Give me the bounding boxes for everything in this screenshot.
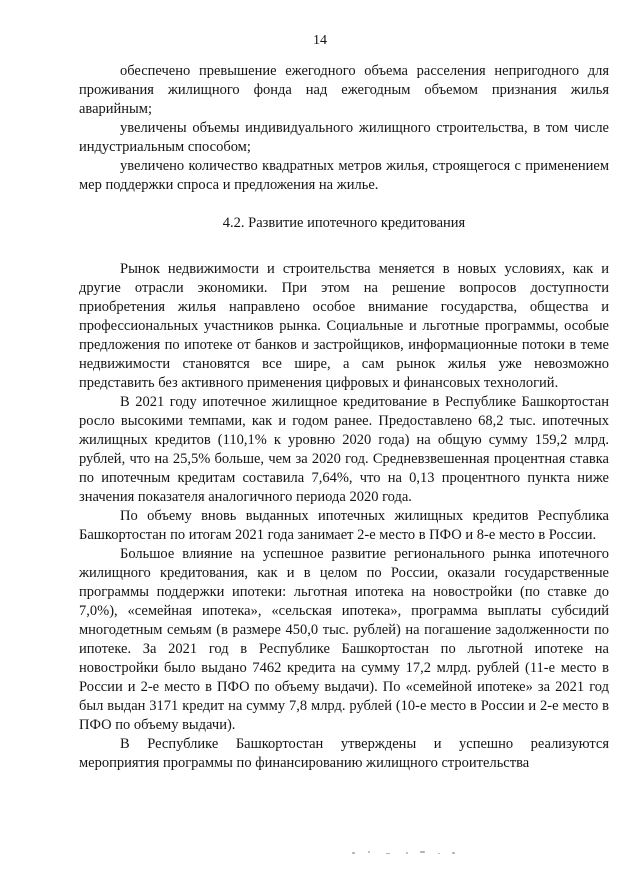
- paragraph: увеличены объемы индивидуального жилищного строительства, в том числе индустриальным способом;: [79, 120, 609, 155]
- document-body: [79, 62, 609, 773]
- paragraph: Рынок недвижимости и строительства меняется в новых условиях, как и другие отрасли экономики. При этом на решение вопросов доступности приобретения жилья направлено особое внимание государства, общества и профессиональных участников рынка. Социальные и льготные программы, особые предложения по ипотеке от банков и застройщиков, информационные потоки в теме недвижимости становятся все шире, а сам рынок жилья уже невозможно представить без активного применения цифровых и финансовых технологий.: [79, 261, 609, 391]
- scan-artifact: [348, 848, 478, 858]
- paragraph: увеличено количество квадратных метров жилья, строящегося с применением мер поддержки спроса и предложения на жилье.: [79, 158, 609, 193]
- paragraph: обеспечено превышение ежегодного объема расселения непригодного для проживания жилищного фонда над ежегодным объемом признания жилья аварийным;: [79, 63, 609, 117]
- paragraph: В 2021 году ипотечное жилищное кредитование в Республике Башкортостан росло высокими темпами, как и годом ранее. Предоставлено 68,2 тыс. ипотечных жилищных кредитов (110,1% к уровню 2020 года) на общую сумму 159,2 млрд. рублей, что на 25,5% больше, чем за 2020 год. Средневзвешенная процентная ставка по ипотечным кредитам составила 7,64%, что на 0,13 процентного пункта ниже значения показателя аналогичного периода 2020 года.: [79, 394, 609, 505]
- paragraph: Большое влияние на успешное развитие регионального рынка ипотечного жилищного кредитования, как и в целом по России, оказали государственные программы поддержки ипотеки: льготная ипотека на новостройки (по ставке до 7,0%), «семейная ипотека», «сельская ипотека», программа выплаты субсидий многодетным семьям (в размере 450,0 тыс. рублей) на погашение задолженности по ипотеке. За 2021 год в Республике Башкортостан по льготной ипотеке на новостройки было выдано 7462 кредита на сумму 17,2 млрд. рублей (11-е место в России и 2-е место в ПФО по объему выдачи). По «семейной ипотеке» за 2021 год был выдан 3171 кредит на сумму 7,8 млрд. рублей (10-е место в России и 2-е место в ПФО по объему выдачи).: [79, 546, 609, 733]
- page-number: 14: [313, 33, 327, 48]
- paragraph: В Республике Башкортостан утверждены и успешно реализуются мероприятия программы по финансированию жилищного строительства: [79, 736, 609, 771]
- section-heading: 4.2. Развитие ипотечного кредитования: [222, 215, 466, 231]
- paragraph: По объему вновь выданных ипотечных жилищных кредитов Республика Башкортостан по итогам 2021 года занимает 2-е место в ПФО и 8-е место в России.: [79, 508, 609, 543]
